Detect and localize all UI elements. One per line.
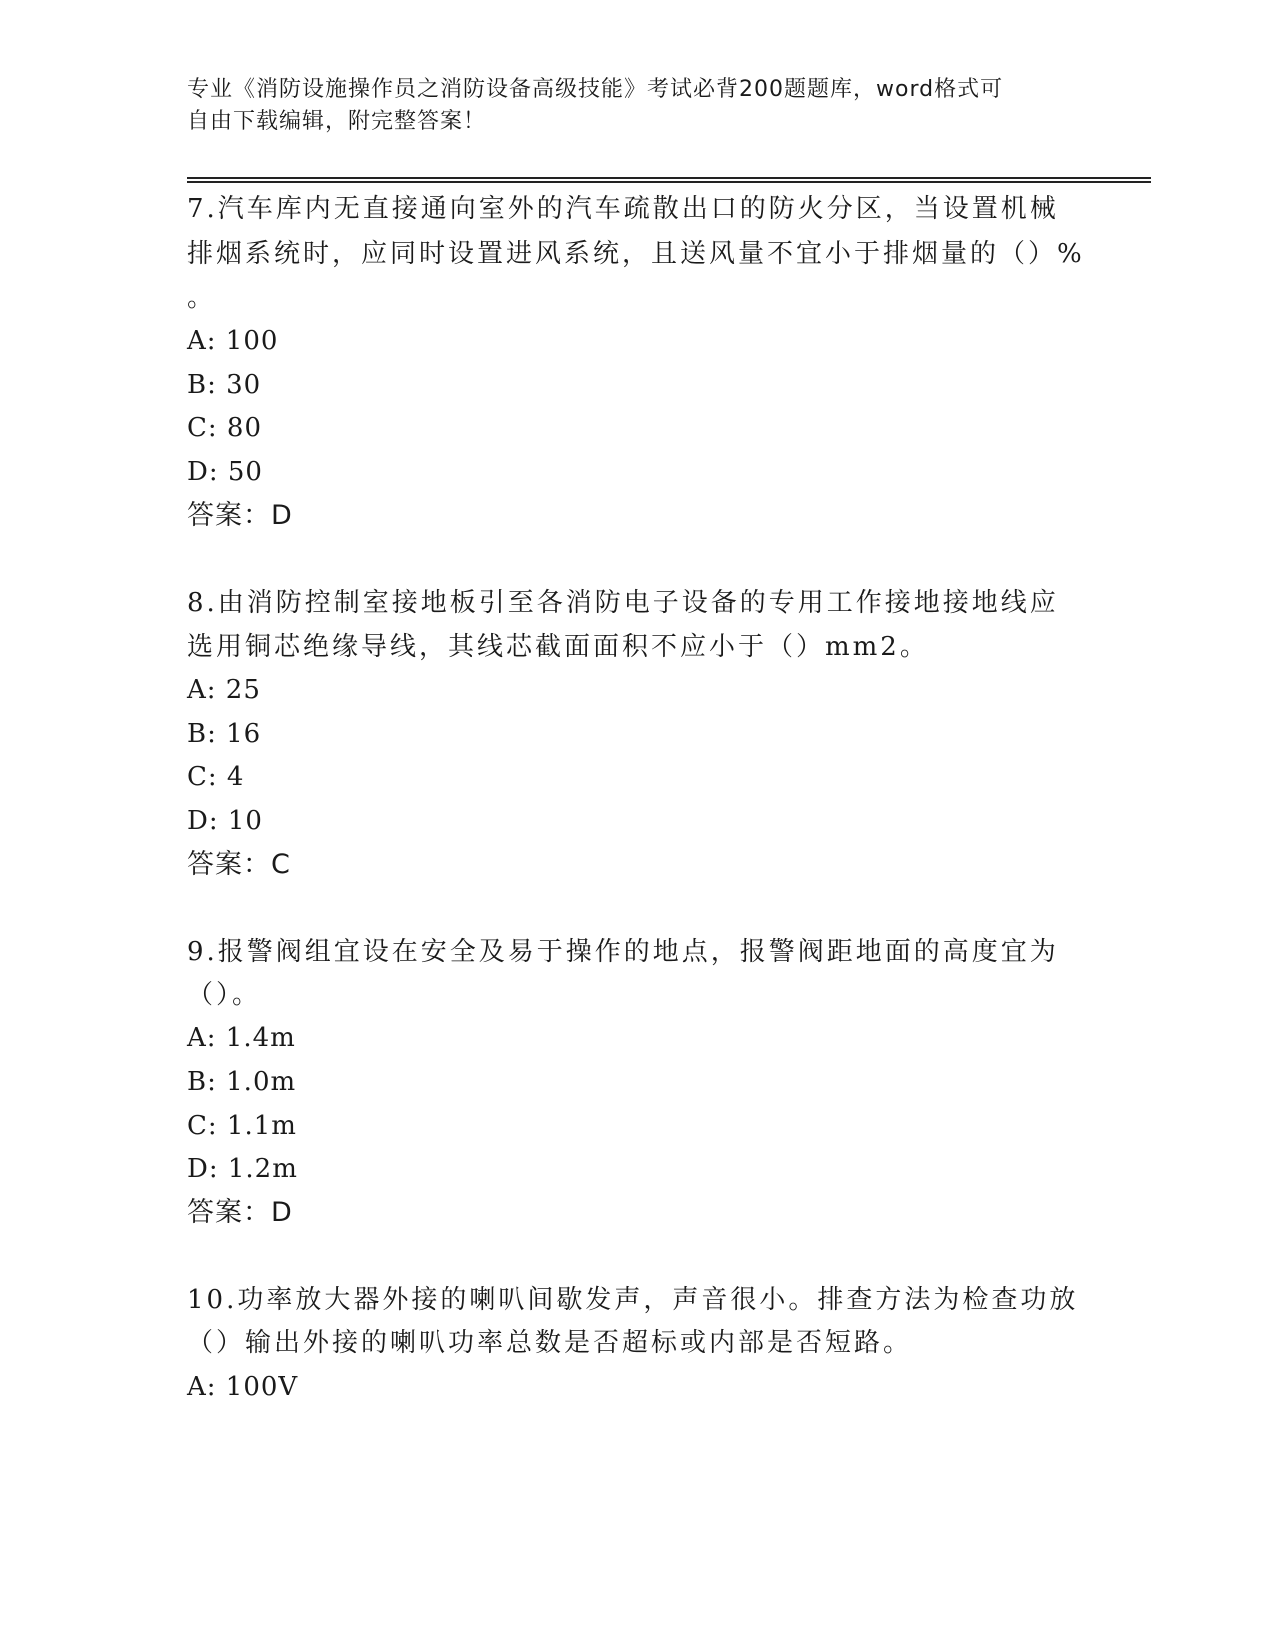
- question-9-line-2: （）。: [187, 980, 262, 1010]
- question-8-option-d: D: 10: [187, 806, 263, 836]
- header-line-2: 自由下载编辑，附完整答案！: [187, 109, 487, 134]
- question-10-line-2: （）输出外接的喇叭功率总数是否超标或内部是否短路。: [187, 1328, 913, 1358]
- question-8-option-a: A: 25: [187, 675, 261, 705]
- question-10-option-a: A: 100V: [187, 1372, 299, 1402]
- question-7-option-d: D: 50: [187, 457, 263, 487]
- question-8-line-1: 8.由消防控制室接地板引至各消防电子设备的专用工作接地接地线应: [187, 588, 1059, 618]
- question-7-option-a: A: 100: [187, 326, 279, 356]
- question-7-line-2: 排烟系统时，应同时设置进风系统，且送风量不宜小于排烟量的（）%: [187, 239, 1085, 269]
- question-8-option-b: B: 16: [187, 719, 262, 749]
- question-10-line-1: 10.功率放大器外接的喇叭间歇发声，声音很小。排查方法为检查功放: [187, 1285, 1079, 1315]
- question-9-option-a: A: 1.4m: [187, 1023, 296, 1053]
- question-9-option-d: D: 1.2m: [187, 1154, 298, 1184]
- question-7-line-3: 。: [187, 283, 217, 313]
- document-header: [187, 74, 1067, 138]
- question-9-option-b: B: 1.0m: [187, 1067, 297, 1097]
- question-7-option-c: C: 80: [187, 413, 263, 443]
- header-line-1: 专业《消防设施操作员之消防设备高级技能》考试必背200题题库，word格式可: [187, 77, 1004, 102]
- question-7-answer: 答案：D: [187, 500, 293, 531]
- header-divider: [187, 177, 1151, 183]
- question-8-line-2: 选用铜芯绝缘导线，其线芯截面面积不应小于（）mm2。: [187, 632, 929, 662]
- question-7-option-b: B: 30: [187, 370, 262, 400]
- question-8-answer: 答案：C: [187, 849, 291, 880]
- question-8-option-c: C: 4: [187, 762, 245, 792]
- question-9-option-c: C: 1.1m: [187, 1111, 297, 1141]
- question-7-line-1: 7.汽车库内无直接通向室外的汽车疏散出口的防火分区，当设置机械: [187, 194, 1059, 224]
- question-9-answer: 答案：D: [187, 1197, 293, 1228]
- question-9-line-1: 9.报警阀组宜设在安全及易于操作的地点，报警阀距地面的高度宜为: [187, 937, 1059, 967]
